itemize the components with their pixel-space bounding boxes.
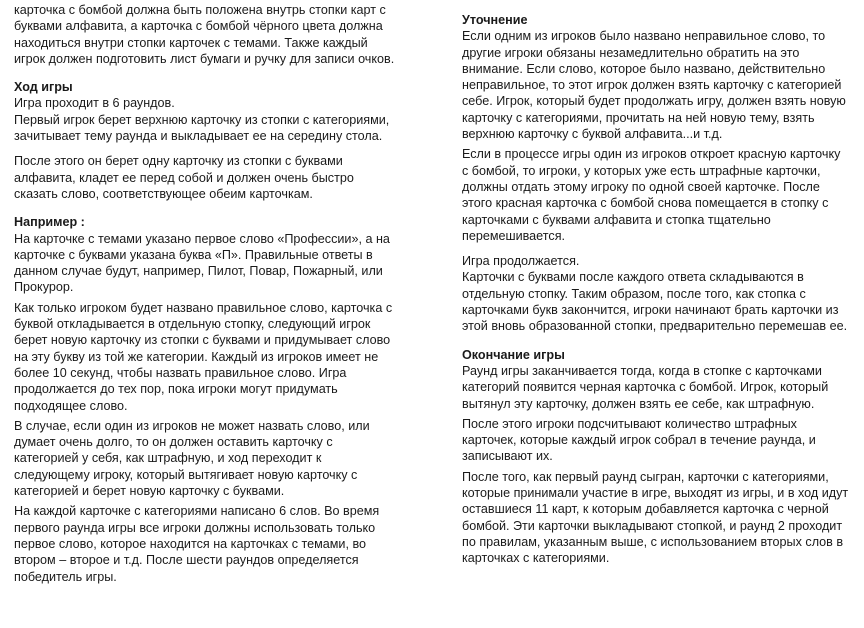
penalty-paragraph: В случае, если один из игроков не может назвать слово, или думает очень долго, то он должен оставить карточку с категорией у себя, как штрафную, и ход переходит к следующему игроку, который вытягивает новую карточку с категорией и берет новую карточку с буквами. xyxy=(14,418,370,499)
next-round-paragraph: После того, как первый раунд сыгран, карточки с категориями, которые принимали участие в игре, выходят из игры, и в ход идут оставшиеся 11 карт, к которым добавляется карточка с черной бомбой. Эти карточки выкладывают стопкой, и раунд 2 проходит по правилам, указанным выше, с использованием вторых слов в карточках с категориями. xyxy=(462,469,849,566)
count-penalties-paragraph: После этого игроки подсчитывают количество штрафных карточек, которые каждый игрок собрал в течение раунда, и записывают их. xyxy=(462,416,816,464)
example-paragraph: На карточке с темами указано первое слово «Профессии», а на карточке с буквами указана буква «П». Правильные ответы в данном случае будут, например, Пилот, Повар, Пожарный, или Прокурор. xyxy=(14,231,390,295)
wrong-word-paragraph: Если одним из игроков было названо неправильное слово, то другие игроки обязаны незамедлительно обратить на это внимание. Если слово, которое было названо, действительно неправильное, то этот игрок должен взять карточку с категорией себе. Игрок, который будет продолжать игру, должен взять новую карточку с категориями, прочитать на ней новую тему, взять верхнюю карточку с буквой алфавита...и т.д. xyxy=(462,29,846,142)
round-end-paragraph: Раунд игры заканчивается тогда, когда в стопке с карточками категорий появится черная карточка с бомбой. Игрок, который вытянул эту карточку, должен взять ее себе, как штрафную. xyxy=(462,363,829,411)
gameplay-rounds: Игра проходит в 6 раундов. xyxy=(14,96,175,111)
game-continues: Игра продолжается. xyxy=(462,254,580,269)
six-words-paragraph: На каждой карточке с категориями написано 6 слов. Во время первого раунда игры все игроки должны использовать только первое слово, которое находится на карточках с темами, во втором – второе и т.д. После шести раундов определяется победитель игры. xyxy=(14,504,380,584)
gameplay-first-move: Первый игрок берет верхнюю карточку из стопки с категориями, зачитывает тему раунда и выкладывает ее на середину стола. xyxy=(14,112,390,144)
red-bomb-paragraph: Если в процессе игры один из игроков откроет красную карточку с бомбой, то игроки, у которых уже есть штрафные карточки, должны отдать этому игроку по одной своей карточке. После этого красная карточка с бомбой снова помещается в стопку с карточками с буквами алфавита и стопка тщательно перемешивается. xyxy=(462,147,841,243)
letters-pile-paragraph: Карточки с буквами после каждого ответа складываются в отдельную стопку. Таким образом, после того, как стопка с карточками букв закончится, игроки начинают брать карточки из этой вновь образованной стопки, предварительно перемешав ее. xyxy=(462,270,848,334)
end-heading: Окончание игры xyxy=(462,347,565,362)
clarification-heading: Уточнение xyxy=(462,13,528,27)
left-column xyxy=(14,2,396,585)
gameplay-letter-card: После этого он берет одну карточку из стопки с буквами алфавита, кладет ее перед собой и должен очень быстро сказать слово, соответствующее обеим карточкам. xyxy=(14,154,354,201)
gameplay-heading: Ход игры xyxy=(14,80,73,95)
correct-word-paragraph: Как только игроком будет названо правильное слово, карточка с буквой откладывается в отдельную стопку, следующий игрок берет новую карточку из стопки с буквами и придумывает слово на эту букву из той же категории. Каждый из игроков имеет не более 10 секунд, чтобы назвать правильное слово. Игра продолжается до тех пор, пока игроки могут придумать подходящее слово. xyxy=(14,300,393,413)
example-heading: Например : xyxy=(14,215,85,230)
intro-paragraph: карточка с бомбой должна быть положена внутрь стопки карт с буквами алфавита, а карточка с бомбой чёрного цвета должна находиться внутри стопки карточек с темами. Также каждый игрок должен подготовить лист бумаги и ручку для записи очков. xyxy=(14,3,395,66)
right-column xyxy=(462,12,850,567)
